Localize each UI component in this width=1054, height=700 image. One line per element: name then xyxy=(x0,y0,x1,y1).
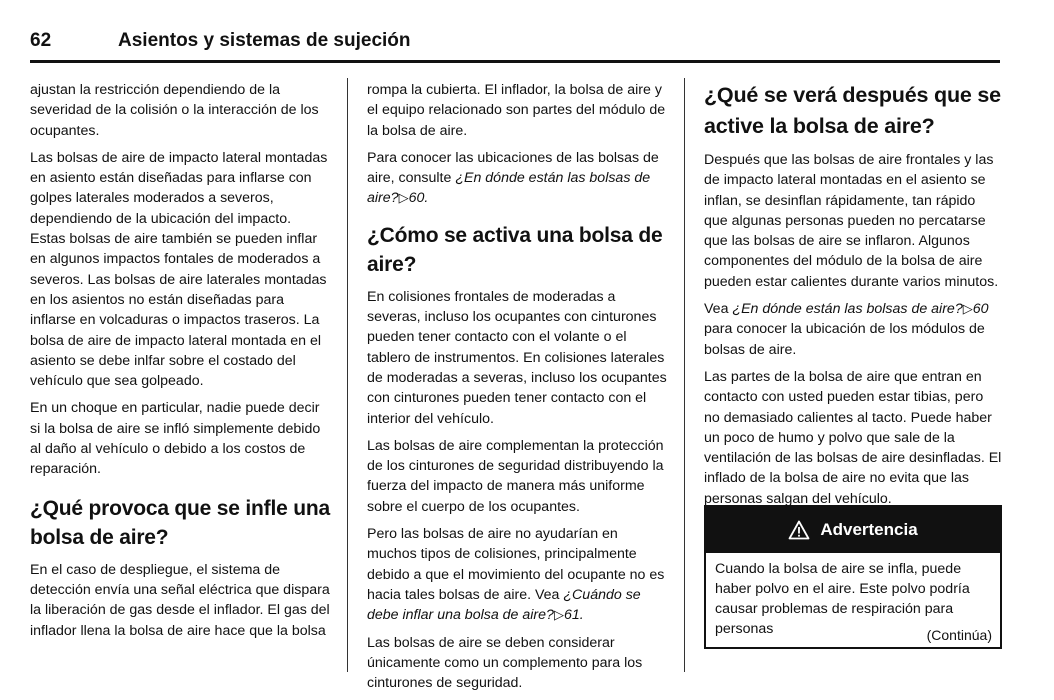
paragraph xyxy=(704,299,1002,360)
column-1 xyxy=(30,80,330,648)
arrow-reference-icon: ▷ xyxy=(962,301,973,317)
paragraph: rompa la cubierta. El inflador, la bolsa de aire y el equipo relacionado son partes del módulo de la bolsa de aire. xyxy=(367,82,666,139)
page-number: 62 xyxy=(30,30,52,51)
warning-box xyxy=(704,505,1002,649)
paragraph-text: Vea xyxy=(704,301,733,318)
page-header xyxy=(30,30,1000,62)
section-heading: ¿Qué se verá después que se active la bolsa de aire? xyxy=(704,83,1001,138)
reference-page: 61 xyxy=(563,607,580,624)
section-heading: ¿Cómo se activa una bolsa de aire? xyxy=(367,223,663,276)
paragraph: Las bolsas de aire de impacto lateral montadas en asiento están diseñadas para inflarse con golpes laterales moderados a severos, dependiendo de la ubicación del impacto. Estas bolsas de aire también se pueden inflar en algunos impactos fontales de moderados a severos. Las bolsas de aire laterales montadas en los asientos no están diseñadas para inflarse en volcaduras o impactos traseros. La bolsa de aire de impacto lateral montada en el asiento se debe inlfar sobre el costado del vehículo que sea golpeado. xyxy=(30,149,328,390)
warning-body: Cuando la bolsa de aire se infla, puede haber polvo en el aire. Este polvo podría causar problemas de respiración para personas xyxy=(715,561,970,637)
reference-page: 60 xyxy=(408,190,425,207)
column-divider xyxy=(347,78,348,672)
paragraph-text: para conocer la ubicación de los módulos de bolsas de aire. xyxy=(704,321,985,358)
paragraph: En un choque en particular, nadie puede decir si la bolsa de aire se infló simplemente debido al daño al vehículo o debido a los costos de reparación. xyxy=(30,400,321,478)
paragraph: Las partes de la bolsa de aire que entran en contacto con usted pueden estar tibias, pero no demasiado calientes al tacto. Puede haber un poco de humo y polvo que sale de la ventilación de las bolsas de aire desinfladas. El inflado de la bolsa de aire no evita que las personas salgan del vehículo. xyxy=(704,368,1002,507)
section-heading: ¿Qué provoca que se infle una bolsa de aire? xyxy=(30,496,330,549)
warning-title: Advertencia xyxy=(820,520,918,539)
chapter-title: Asientos y sistemas de sujeción xyxy=(118,30,411,51)
paragraph-text: Para conocer las ubicaciones de las bolsas de aire, consulte xyxy=(367,149,659,187)
paragraph: En colisiones frontales de moderadas a severas, incluso los ocupantes con cinturones pueden tener contacto con el volante o el tablero de instrumentos. En colisiones laterales de moderadas a severas, incluso los ocupantes con cinturones pueden tener contacto con el interior del vehículo. xyxy=(367,288,667,427)
paragraph-text: Pero las bolsas de aire no ayudarían en muchos tipos de colisiones, principalmente debido a que el movimiento del ocupante no es hacia tales bolsas de aire. Vea xyxy=(367,526,665,603)
column-divider xyxy=(684,78,685,672)
cross-reference-link[interactable] xyxy=(732,301,988,317)
paragraph: Las bolsas de aire complementan la protección de los cinturones de seguridad distribuyendo la fuerza del impacto de manera más uniforme sobre el cuerpo de los ocupantes. xyxy=(367,437,664,515)
paragraph: Las bolsas de aire se deben considerar únicamente como un complemento para los cinturones de seguridad. xyxy=(367,634,643,692)
cross-reference-link[interactable]: ¿Cuándo se debe inflar una bolsa de aire?▷61. xyxy=(367,586,641,624)
paragraph: En el caso de despliegue, el sistema de detección envía una señal eléctrica que dispara la liberación de gas desde el inflador. El gas del inflador llena la bolsa de aire hace que la bolsa xyxy=(30,561,330,639)
reference-title: ¿En dónde están las bolsas de aire? xyxy=(367,170,651,207)
column-3 xyxy=(704,80,1002,516)
column-2 xyxy=(367,80,667,700)
reference-page: 60 xyxy=(972,301,989,318)
continued-label: (Continúa) xyxy=(926,627,992,643)
warning-triangle-icon xyxy=(788,520,810,540)
paragraph: Después que las bolsas de aire frontales y las de impacto lateral montadas en el asiento se inflan, se desinflan rápidamente, tan rápido que algunas personas pueden no percatarse que las bolsas de aire se inflaron. Algunos componentes del módulo de la bolsa de aire pueden estar calientes durante varios minutos. xyxy=(704,152,999,290)
arrow-reference-icon: ▷ xyxy=(553,607,564,623)
arrow-reference-icon: ▷ xyxy=(398,190,409,206)
paragraph: ajustan la restricción dependiendo de la severidad de la colisión o la interacción de los ocupantes. xyxy=(30,82,319,139)
paragraph xyxy=(367,524,667,625)
paragraph xyxy=(367,148,667,209)
reference-title: ¿En dónde están las bolsas de aire? xyxy=(732,301,963,318)
reference-title: ¿Cuándo se debe inflar una bolsa de aire? xyxy=(367,586,641,624)
cross-reference-link[interactable]: ¿En dónde están las bolsas de aire?▷60. xyxy=(367,170,651,207)
warning-header xyxy=(706,507,1000,553)
header-rule xyxy=(30,60,1000,63)
